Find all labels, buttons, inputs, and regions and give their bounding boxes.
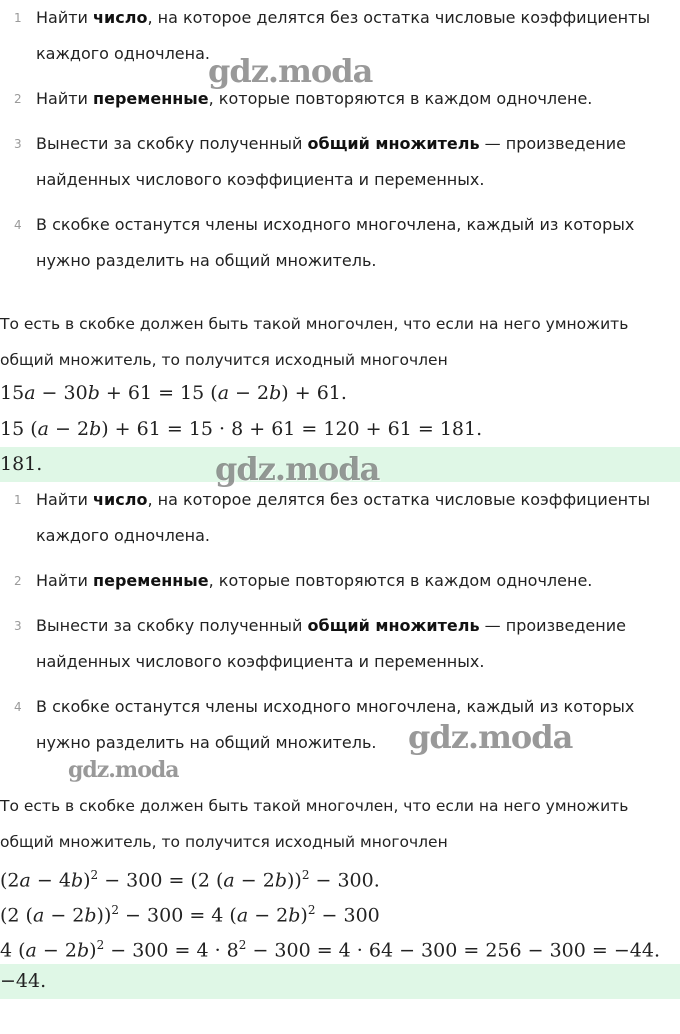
watermark: gdz.moda (208, 52, 373, 90)
watermark: gdz.moda (68, 757, 179, 783)
equation-line: 4 $(a - 2b)^2 - 300 = 4 \cdot 8^2 - 300 = 4 \cdot 64 - 300 = 256 - 300 = -44$. (0, 938, 660, 962)
answer-block: −44. (0, 964, 680, 999)
equation-line: $(2a - 4b)^2 - 300 = (2$ (a − 2b))$^2$ − 300. (0, 868, 380, 892)
equation-line: 15a − 30b + 61 = 15 (a − 2b) + 61. (0, 382, 347, 404)
step-number: 2 (14, 574, 22, 588)
step-keyword: число (93, 8, 148, 27)
step-number: 4 (14, 700, 22, 714)
step-keyword: общий множитель (307, 134, 480, 153)
step-number: 1 (14, 493, 22, 507)
step-number: 3 (14, 619, 22, 633)
explanation-text: То есть в скобке должен быть такой многочлен, что если на него умножить общий множитель, то получится исходный многочлен (0, 315, 629, 369)
step-keyword: переменные (93, 571, 209, 590)
equation-line: (2 (a − 2b))$^2$ − 300 = 4 $(a - 2b)^2 - 300$ (0, 903, 380, 927)
answer-block: 181. (0, 447, 680, 482)
step-number: 4 (14, 218, 22, 232)
step-keyword: переменные (93, 89, 209, 108)
step-keyword: общий множитель (307, 616, 480, 635)
explanation-text: То есть в скобке должен быть такой многочлен, что если на него умножить общий множитель, то получится исходный многочлен (0, 797, 629, 851)
watermark: gdz.moda (408, 718, 573, 756)
step-number: 1 (14, 11, 22, 25)
step-number: 2 (14, 92, 22, 106)
equation-line: 15 (a − 2b) + 61 = 15 · 8 + 61 = 120 + 61 = 181. (0, 418, 483, 440)
step-keyword: число (93, 490, 148, 509)
step-number: 3 (14, 137, 22, 151)
watermark: gdz.moda (215, 450, 380, 488)
